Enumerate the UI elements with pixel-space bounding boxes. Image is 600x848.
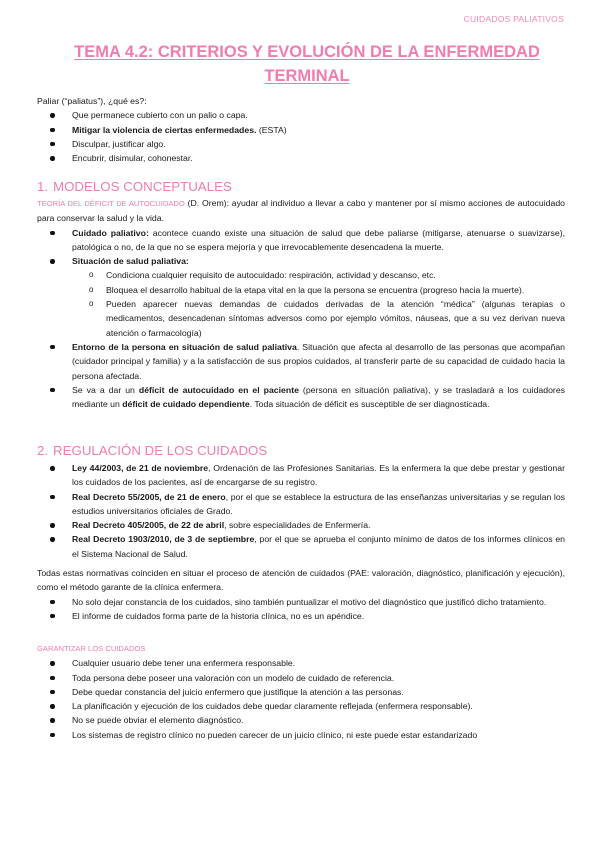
sub-list-item: o Condiciona cualquier requisito de autocuidado: respiración, actividad y descanso, etc. — [72, 268, 565, 282]
summary-paragraph: Todas estas normativas coinciden en situar el proceso de atención de cuidados (PAE: valoración, diagnóstico, planificación y ejecución), como el método garante de la clínica enfermera. — [37, 568, 565, 593]
laws-list — [37, 461, 565, 561]
intro-list — [37, 108, 565, 165]
summary-list — [37, 595, 565, 624]
law-item: Real Decreto 405/2005, de 22 de abril, sobre especialidades de Enfermería. — [37, 518, 565, 532]
list-item: Disculpar, justificar algo. — [37, 137, 565, 151]
list-item: Mitigar la violencia de ciertas enfermedades. (ESTA) — [37, 123, 565, 137]
sub-list-item: o Bloquea el desarrollo habitual de la etapa vital en la que la persona se encuentra (progreso hacia la muerte). — [72, 283, 565, 297]
sub-list — [72, 268, 565, 339]
guarantee-list — [37, 656, 565, 742]
summary-block — [37, 566, 565, 623]
section-2-body — [37, 461, 565, 561]
law-item: Real Decreto 55/2005, de 21 de enero, por el que se establece la estructura de las enseñanzas universitarias y se regulan los estudios universitarios oficiales de Grado. — [37, 490, 565, 519]
list-item: Cuidado paliativo: acontece cuando existe una situación de salud que debe paliarse (mitigarse, atenuarse o suavizarse), patológica o no, de la que no se espera mejoría y que irrevocablemente desencadena la muerte. — [37, 226, 565, 255]
list-item: Los sistemas de registro clínico no pueden carecer de un juicio clínico, ni este puede estar estandarizado — [37, 728, 565, 742]
list-item: Cualquier usuario debe tener una enfermera responsable. — [37, 656, 565, 670]
intro-question: Paliar (“paliatus”), ¿qué es?: — [37, 96, 147, 106]
guarantee-block — [37, 642, 565, 742]
list-item: Que permanece cubierto con un palio o capa. — [37, 108, 565, 122]
list-item: La planificación y ejecución de los cuidados debe quedar claramente reflejada (enfermera responsable). — [37, 699, 565, 713]
section-1-body — [37, 196, 565, 411]
law-item: Ley 44/2003, de 21 de noviembre, Ordenación de las Profesiones Sanitarias. Es la enfermera la que debe prestar y gestionar los cuidados de los pacientes, así de encargarse de su registro. — [37, 461, 565, 490]
list-item: Se va a dar un déficit de autocuidado en el paciente (persona en situación paliativa), y se trasladará a los cuidadores mediante un déficit de cuidado dependiente. Toda situación de déficit es susceptible de ser diagnosticada. — [37, 383, 565, 412]
list-item: Toda persona debe poseer una valoración con un modelo de cuidado de referencia. — [37, 671, 565, 685]
intro-block — [37, 94, 565, 165]
list-item: No solo dejar constancia de los cuidados, sino también puntualizar el motivo del diagnóstico que justificó dicho tratamiento. — [37, 595, 565, 609]
guarantee-heading: GARANTIZAR LOS CUIDADOS — [37, 644, 146, 653]
list-item: Encubrir, disimular, cohonestar. — [37, 151, 565, 165]
running-header: CUIDADOS PALIATIVOS — [463, 14, 564, 24]
section-2-heading: 2. REGULACIÓN DE LOS CUIDADOS — [37, 443, 268, 458]
list-item: Entorno de la persona en situación de salud paliativa. Situación que afecta al desarrollo de las personas que acompañan (cuidador principal y familia) y a la satisfacción de sus propios cuidados, al transferir parte de su capacidad de cuidado hacia la persona afectada. — [37, 340, 565, 383]
theory-paragraph: TEORÍA DEL DÉFICIT DE AUTOCUIDADO (D. Orem): ayudar al individuo a llevar a cabo y mantener por sí mismo acciones de autocuidado para conservar la salud y la vida. — [37, 198, 565, 224]
section-1-heading: 1. MODELOS CONCEPTUALES — [37, 179, 232, 194]
list-item: Situación de salud paliativa: o Condiciona cualquier requisito de autocuidado: respiración, actividad y descanso, etc. o Bloquea el desarrollo habitual de la etapa vital en la que la persona se encuentra (progreso hacia la muerte). o Pueden aparecer nuevas demandas de cuidados derivadas de la atención “médica” (algunas terapias o medicamentos, desencadenan síntomas adversos como por ejemplo vómitos, náuseas, que a su vez derivan nueva atención o farmacología) — [37, 254, 565, 340]
list-item: Debe quedar constancia del juicio enfermero que justifique la atención a las personas. — [37, 685, 565, 699]
page-title: TEMA 4.2: CRITERIOS Y EVOLUCIÓN DE LA ENFERMEDAD TERMINAL — [74, 43, 540, 85]
sub-list-item: o Pueden aparecer nuevas demandas de cuidados derivadas de la atención “médica” (algunas terapias o medicamentos, desencadenan síntomas adversos como por ejemplo vómitos, náuseas, que a su vez derivan nueva atención o farmacología) — [72, 297, 565, 340]
list-item: No se puede obviar el elemento diagnóstico. — [37, 713, 565, 727]
list-item: El informe de cuidados forma parte de la historia clínica, no es un apéndice. — [37, 609, 565, 623]
law-item: Real Decreto 1903/2010, de 3 de septiembre, por el que se aprueba el conjunto mínimo de datos de los informes clínicos en el Sistema Nacional de Salud. — [37, 532, 565, 561]
section-1-list — [37, 226, 565, 412]
